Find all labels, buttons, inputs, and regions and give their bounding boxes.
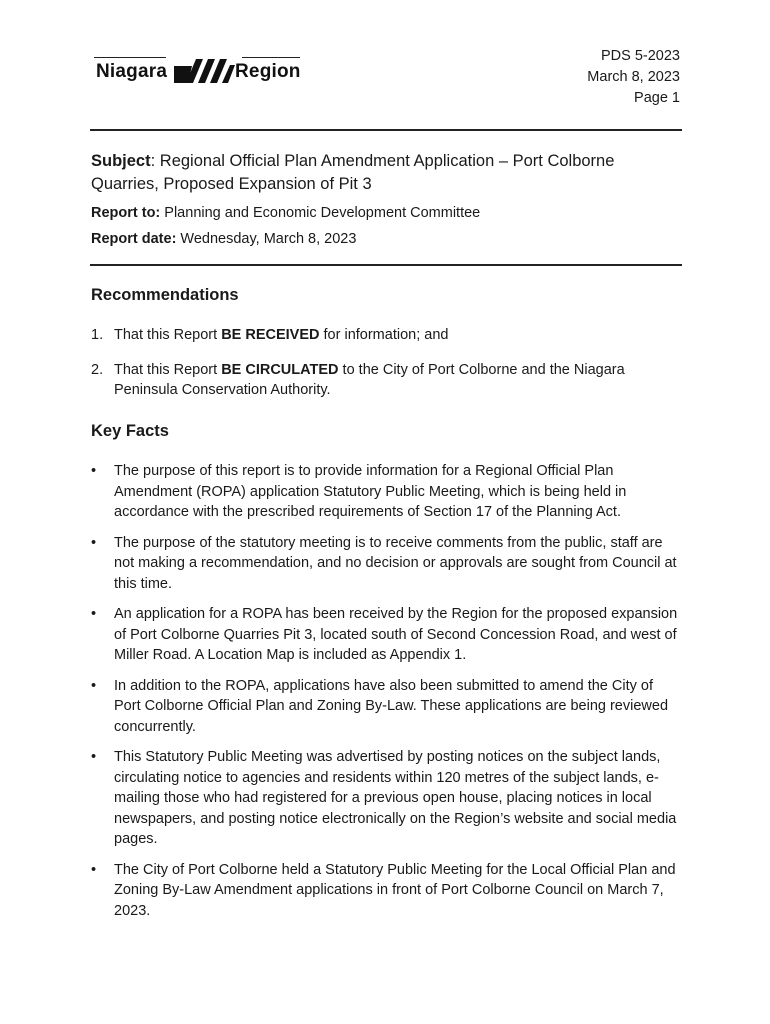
subject-text: : Regional Official Plan Amendment Application – Port Colborne Quarries, Proposed Expansion of Pit 3 [91, 152, 615, 193]
recommendation-emphasis: BE CIRCULATED [221, 361, 339, 378]
report-date-value: Wednesday, March 8, 2023 [176, 231, 357, 247]
bullet-icon: • [91, 861, 97, 878]
bullet-icon: • [91, 606, 97, 622]
key-fact-text: An application for a ROPA has been received by the Region for the proposed expansion of Port Colborne Quarries Pit 3, located south of Second Concession Road, and west of Miller Road. A Location Map is included as Appendix 1. [114, 606, 678, 663]
subject-label: Subject [91, 152, 151, 170]
bullet-icon: • [91, 677, 97, 694]
recommendation-item [91, 325, 681, 346]
recommendation-text: to the City of Port Colborne and the Niagara Peninsula Conservation Authority. [114, 361, 625, 398]
recommendation-text: That this Report [114, 327, 222, 343]
divider-top [90, 129, 682, 131]
key-facts-heading: Key Facts [91, 422, 169, 440]
logo-right-word: Region [235, 61, 301, 82]
key-fact-item [91, 860, 683, 922]
report-header-date: March 8, 2023 [587, 69, 680, 85]
divider-bottom [90, 264, 682, 266]
niagara-region-logo [92, 55, 302, 87]
recommendations-list [91, 325, 681, 415]
key-fact-text: This Statutory Public Meeting was advertised by posting notices on the subject lands, circulating notice to agencies and residents within 120 metres of the subject lands, e-mailing those who had registered for a previous open house, placing notices in local newspapers, and posting notice electronically on the Region’s website and social media pages. [114, 749, 677, 847]
recommendation-number: 2. [91, 361, 104, 378]
report-header-info [587, 46, 680, 109]
report-to-label: Report to: [91, 205, 161, 221]
key-facts-list [91, 461, 683, 931]
bullet-icon: • [91, 534, 97, 551]
key-fact-text: In addition to the ROPA, applications have also been submitted to amend the City of Port Colborne Official Plan and Zoning By-Law. These applications are being reviewed concurrently. [114, 677, 669, 735]
bullet-icon: • [91, 463, 97, 479]
recommendation-text: That this Report [114, 361, 222, 378]
report-date [91, 229, 356, 249]
bullet-icon: • [91, 749, 97, 765]
report-number: PDS 5-2023 [601, 48, 680, 64]
key-fact-text: The City of Port Colborne held a Statutory Public Meeting for the Local Official Plan and Zoning By-Law Amendment applications in front of Port Colborne Council on March 7, 2023. [114, 861, 676, 919]
subject-line [91, 150, 651, 196]
key-fact-item [91, 461, 683, 523]
key-fact-text: The purpose of the statutory meeting is to receive comments from the public, staff are not making a recommendation, and no decision or approvals are sought from Council at this time. [114, 534, 677, 592]
logo-rule-left [94, 57, 166, 58]
recommendations-heading: Recommendations [91, 286, 239, 304]
report-to [91, 203, 480, 223]
key-fact-item [91, 604, 683, 666]
key-fact-item [91, 676, 683, 738]
logo-stripes-icon [172, 56, 236, 86]
recommendation-item [91, 360, 681, 401]
recommendation-text: for information; and [319, 327, 449, 343]
recommendation-emphasis: BE RECEIVED [221, 327, 320, 343]
logo-rule-right [242, 57, 300, 58]
report-date-label: Report date: [91, 231, 177, 247]
key-fact-text: The purpose of this report is to provide information for a Regional Official Plan Amendment (ROPA) application Statutory Public Meeting, which is being held in accordance with the prescribed requirements of Section 17 of the Planning Act. [114, 463, 627, 520]
recommendation-number: 1. [91, 327, 104, 343]
page-number: Page 1 [634, 90, 680, 106]
logo-left-word: Niagara [96, 61, 168, 82]
key-fact-item [91, 533, 683, 595]
key-fact-item [91, 747, 683, 850]
report-to-value: Planning and Economic Development Committee [160, 205, 481, 221]
